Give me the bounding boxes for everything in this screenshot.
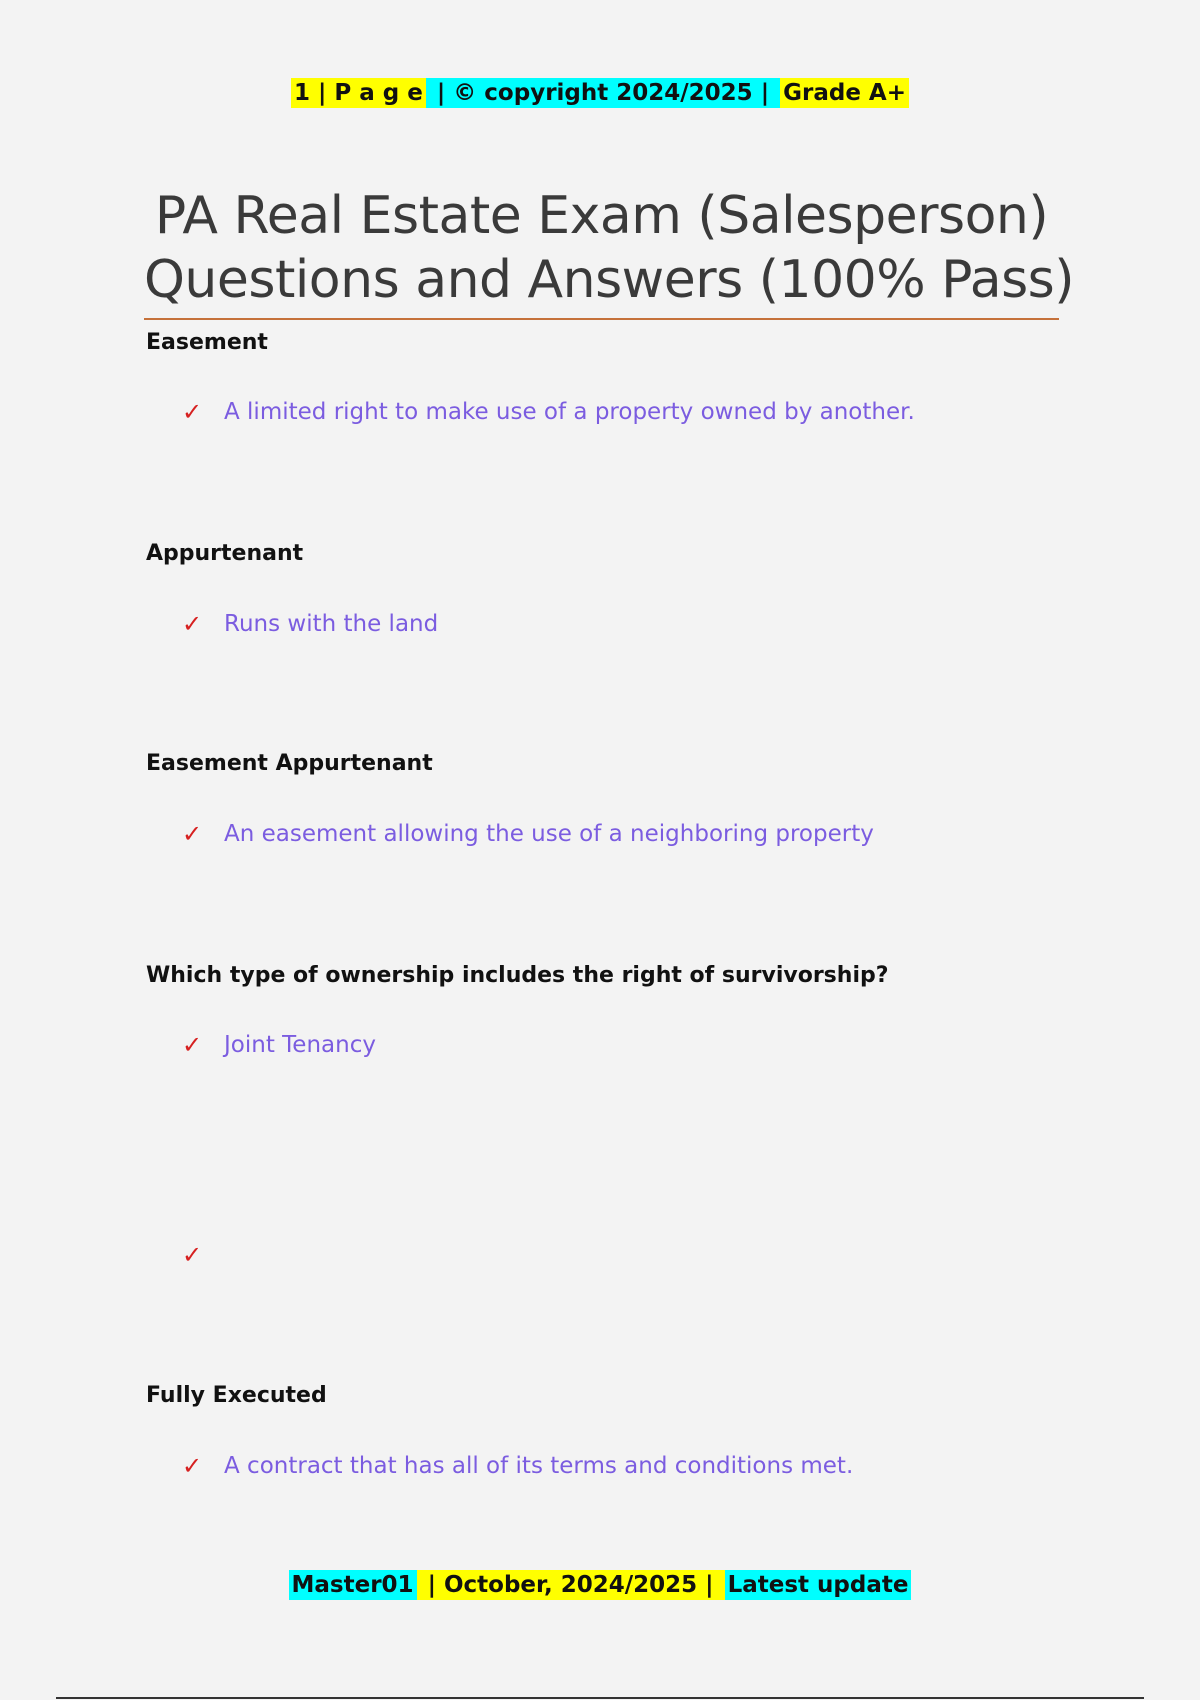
copyright-notice: | © copyright 2024/2025 |: [426, 78, 780, 108]
qa-item: [146, 961, 1046, 1059]
answer-text: A limited right to make use of a property owned by another.: [224, 399, 915, 425]
qa-item: [146, 1381, 1046, 1480]
qa-item: [146, 328, 1046, 426]
grade-badge: Grade A+: [780, 78, 909, 108]
answer-row: [182, 1031, 376, 1059]
check-icon: ✓: [182, 1031, 203, 1059]
check-icon: ✓: [182, 1241, 203, 1269]
page-number: 1 | P a g e: [291, 78, 426, 108]
title-line-2: Questions and Answers (100% Pass): [144, 250, 1075, 310]
page-footer: [0, 1566, 1200, 1604]
question-text: Easement: [146, 330, 268, 355]
footer-author: Master01: [289, 1570, 417, 1600]
question-text: Appurtenant: [146, 541, 304, 566]
answer-row: [182, 398, 915, 426]
check-icon: ✓: [182, 820, 203, 848]
document-title: [144, 184, 1075, 320]
question-text: Fully Executed: [146, 1383, 327, 1408]
title-line-1: PA Real Estate Exam (Salesperson): [154, 186, 1049, 246]
answer-row: [182, 1241, 224, 1269]
page-header: [0, 74, 1200, 112]
answer-row: [182, 1452, 853, 1480]
answer-text: A contract that has all of its terms and conditions met.: [224, 1453, 854, 1479]
qa-item: [146, 539, 1046, 638]
answer-row: [182, 610, 438, 638]
answer-text: Runs with the land: [224, 611, 439, 637]
question-text: Which type of ownership includes the right of survivorship?: [146, 963, 889, 988]
question-text: Easement Appurtenant: [146, 751, 433, 776]
answer-text: An easement allowing the use of a neighboring property: [224, 821, 874, 847]
footer-date: | October, 2024/2025 |: [417, 1570, 725, 1600]
answer-row: [182, 820, 874, 848]
check-icon: ✓: [182, 610, 203, 638]
bottom-divider: [56, 1697, 1144, 1699]
qa-item: [146, 749, 1046, 848]
footer-update: Latest update: [725, 1570, 912, 1600]
check-icon: ✓: [182, 1452, 203, 1480]
answer-text: Joint Tenancy: [224, 1032, 376, 1058]
check-icon: ✓: [182, 398, 203, 426]
